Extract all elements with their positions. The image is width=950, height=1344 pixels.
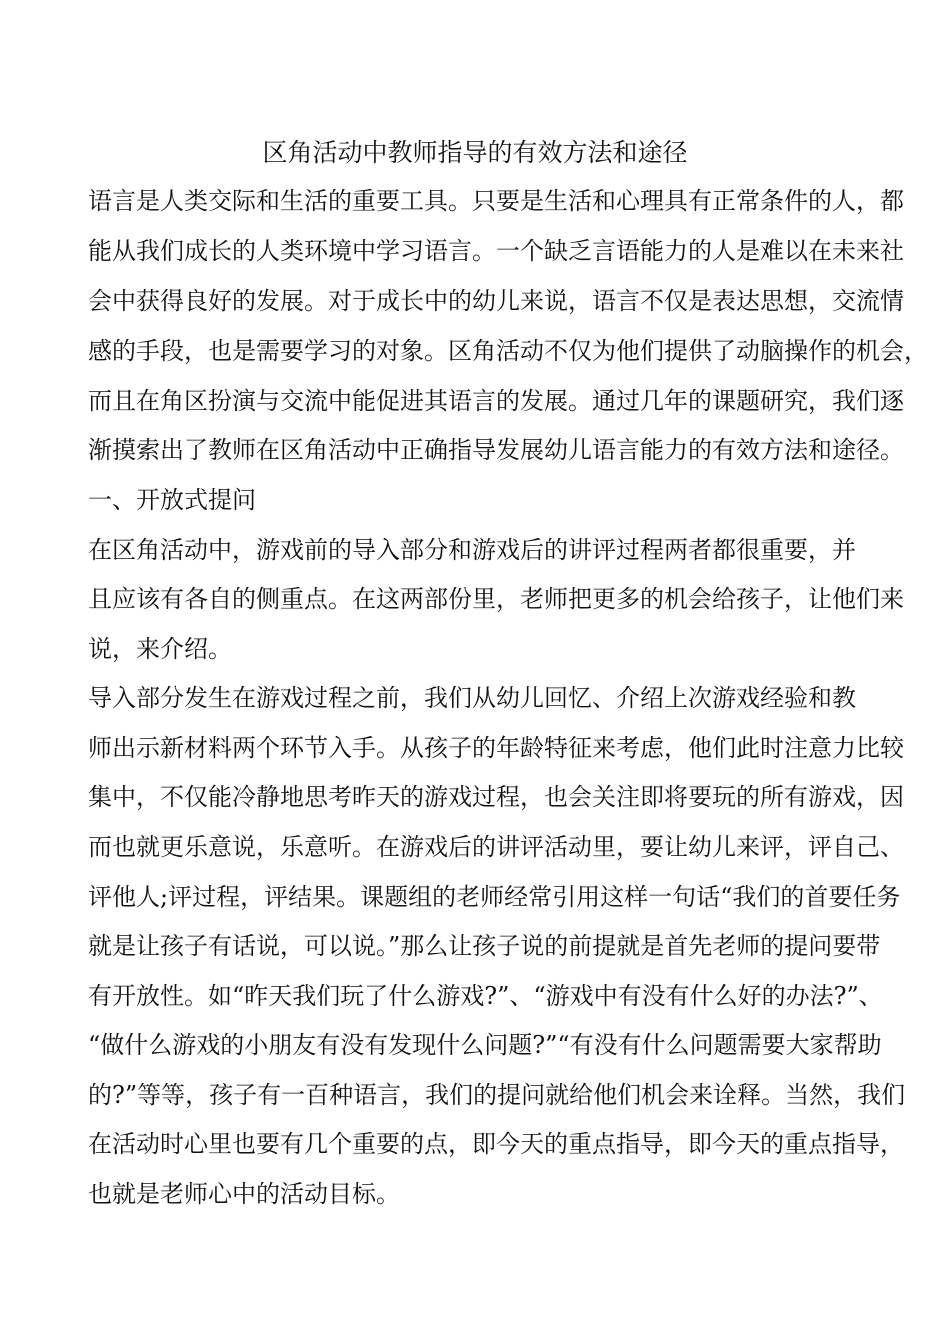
paragraph-line: 渐摸索出了教师在区角活动中正确指导发展幼儿语言能力的有效方法和途径。: [88, 436, 904, 464]
document-title: 区角活动中教师指导的有效方法和途径: [262, 138, 688, 167]
section-heading: 一、开放式提问: [88, 486, 256, 514]
paragraph-line: 且应该有各自的侧重点。在这两部份里，老师把更多的机会给孩子，让他们来: [88, 585, 904, 613]
paragraph-line: 有开放性。如“昨天我们玩了什么游戏?”、“游戏中有没有什么好的办法?”、: [88, 982, 883, 1010]
paragraph-line: 能从我们成长的人类环境中学习语言。一个缺乏言语能力的人是难以在未来社: [88, 237, 904, 265]
paragraph-line: 而且在角区扮演与交流中能促进其语言的发展。通过几年的课题研究，我们逐: [88, 387, 904, 415]
paragraph-line: 的?”等等，孩子有一百种语言，我们的提问就给他们机会来诠释。当然，我们: [88, 1081, 906, 1109]
paragraph-line: 说，来介绍。: [88, 635, 232, 663]
paragraph-line: 在活动时心里也要有几个重要的点，即今天的重点指导，即今天的重点指导，: [88, 1130, 904, 1158]
paragraph-line: 语言是人类交际和生活的重要工具。只要是生活和心理具有正常条件的人，都: [88, 187, 904, 215]
paragraph-line: 在区角活动中，游戏前的导入部分和游戏后的讲评过程两者都很重要，并: [88, 536, 856, 564]
paragraph-line: 导入部分发生在游戏过程之前，我们从幼儿回忆、介绍上次游戏经验和教: [88, 684, 856, 712]
paragraph-line: 而也就更乐意说，乐意听。在游戏后的讲评活动里，要让幼儿来评，评自己、: [88, 833, 904, 861]
paragraph-line: 就是让孩子有话说，可以说。”那么让孩子说的前提就是首先老师的提问要带: [88, 932, 881, 960]
paragraph-line: 集中，不仅能冷静地思考昨天的游戏过程，也会关注即将要玩的所有游戏，因: [88, 783, 904, 811]
paragraph-line: 会中获得良好的发展。对于成长中的幼儿来说，语言不仅是表达思想，交流情: [88, 287, 904, 315]
paragraph-line: 也就是老师心中的活动目标。: [88, 1180, 400, 1208]
paragraph-line: 评他人;评过程，评结果。课题组的老师经常引用这样一句话“我们的首要任务: [88, 883, 901, 911]
paragraph-line: “做什么游戏的小朋友有没有发现什么问题?”“有没有什么问题需要大家帮助: [88, 1031, 882, 1059]
paragraph-line: 感的手段，也是需要学习的对象。区角活动不仅为他们提供了动脑操作的机会，: [88, 337, 928, 365]
paragraph-line: 师出示新材料两个环节入手。从孩子的年龄特征来考虑，他们此时注意力比较: [88, 734, 904, 762]
